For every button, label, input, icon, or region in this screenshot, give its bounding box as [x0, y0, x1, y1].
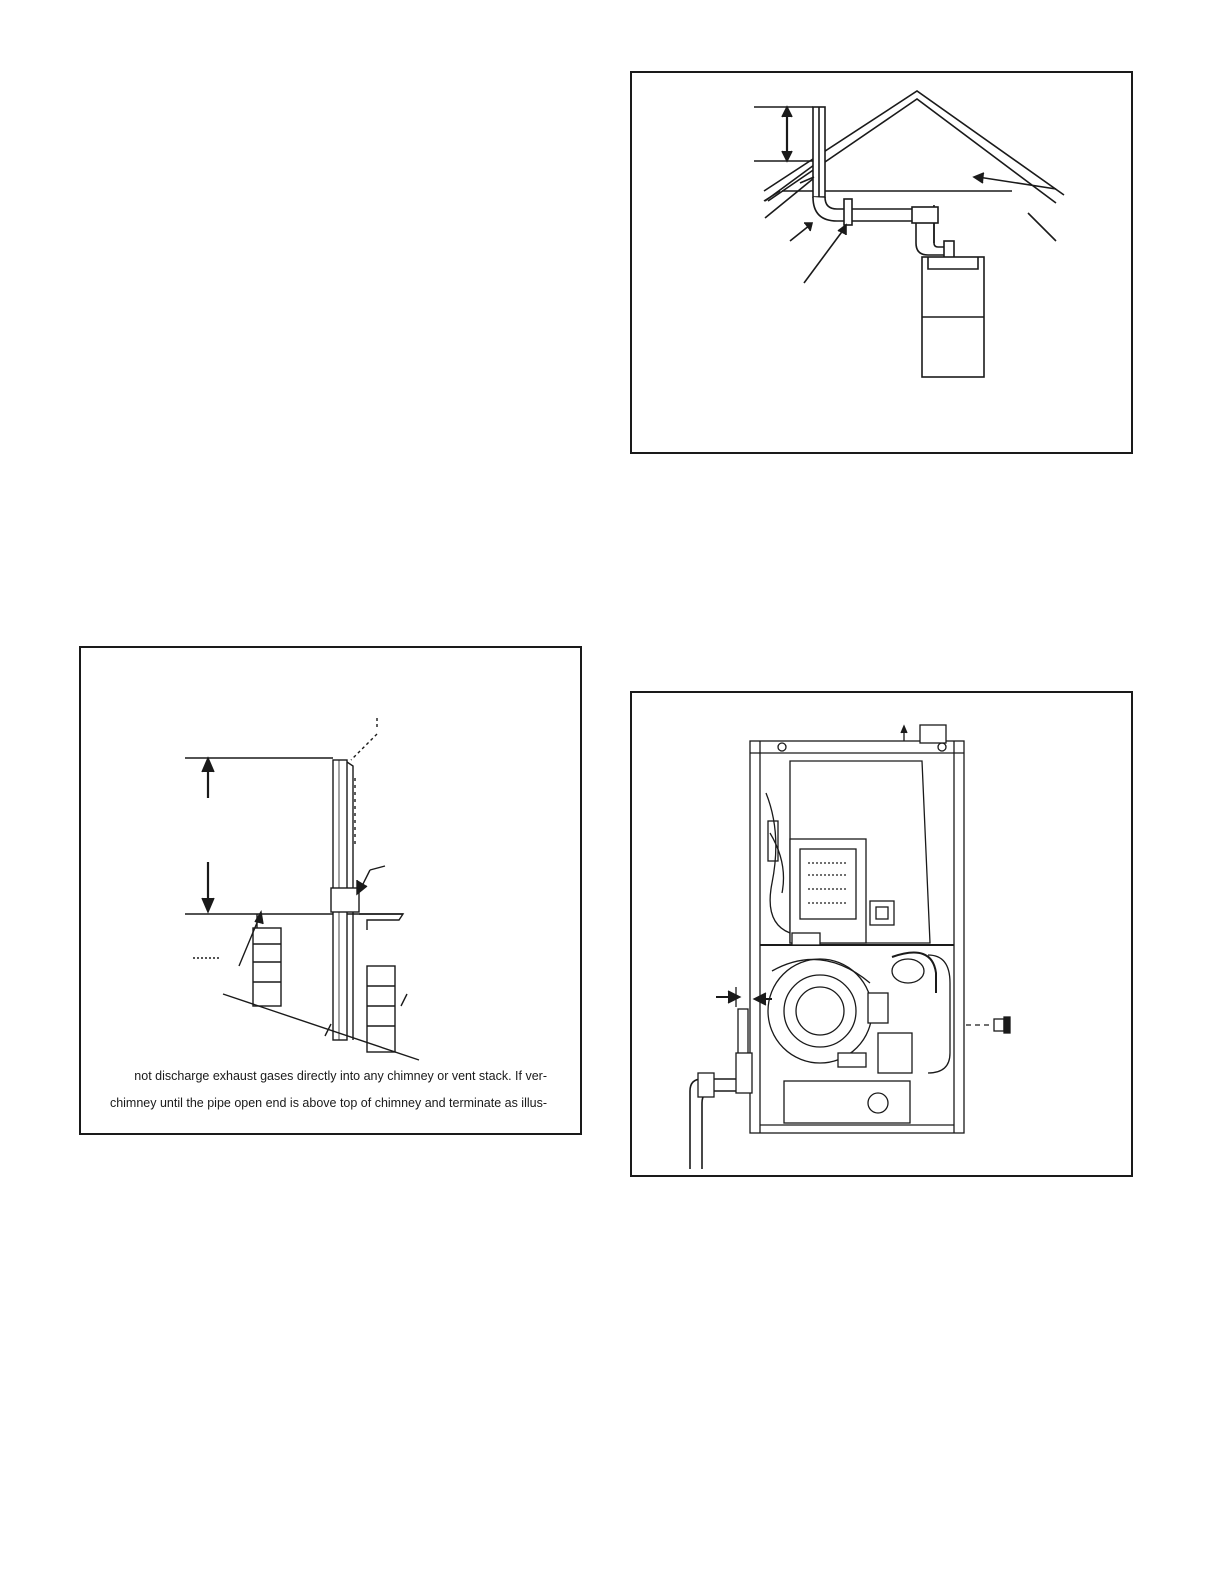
- caption-line-2: chimney until the pipe open end is above top of chimney and terminate as illus-: [109, 1096, 547, 1110]
- brick-column-right: [367, 966, 395, 1052]
- roof-inner-line: [768, 99, 1056, 203]
- pressure-switch: [892, 959, 924, 983]
- furnace-front-figure: [630, 691, 1133, 1177]
- blower-door-panel: [784, 1081, 910, 1123]
- junction-box: [870, 901, 894, 925]
- attic-vent-figure: [630, 71, 1133, 454]
- brick-column-left: [253, 928, 281, 1006]
- leader-attic: [978, 177, 1056, 189]
- pipe-coupling: [844, 199, 852, 225]
- flue-collar: [920, 725, 946, 743]
- gas-valve: [878, 1033, 912, 1073]
- leader-coupling: [804, 229, 844, 283]
- caption-line-1: not discharge exhaust gases directly into any chimney or vent stack. If ver-: [134, 1069, 547, 1083]
- leader-roof: [1028, 213, 1056, 241]
- furnace-front-drawing: [632, 693, 1131, 1175]
- pipe-coupling: [331, 888, 359, 912]
- drain-plug: [994, 1019, 1004, 1031]
- chimney-vent-figure: [79, 646, 582, 1135]
- attic-vent-drawing: [632, 73, 1131, 452]
- chimney-vent-drawing: [81, 648, 580, 1133]
- leader-elbow: [790, 225, 810, 241]
